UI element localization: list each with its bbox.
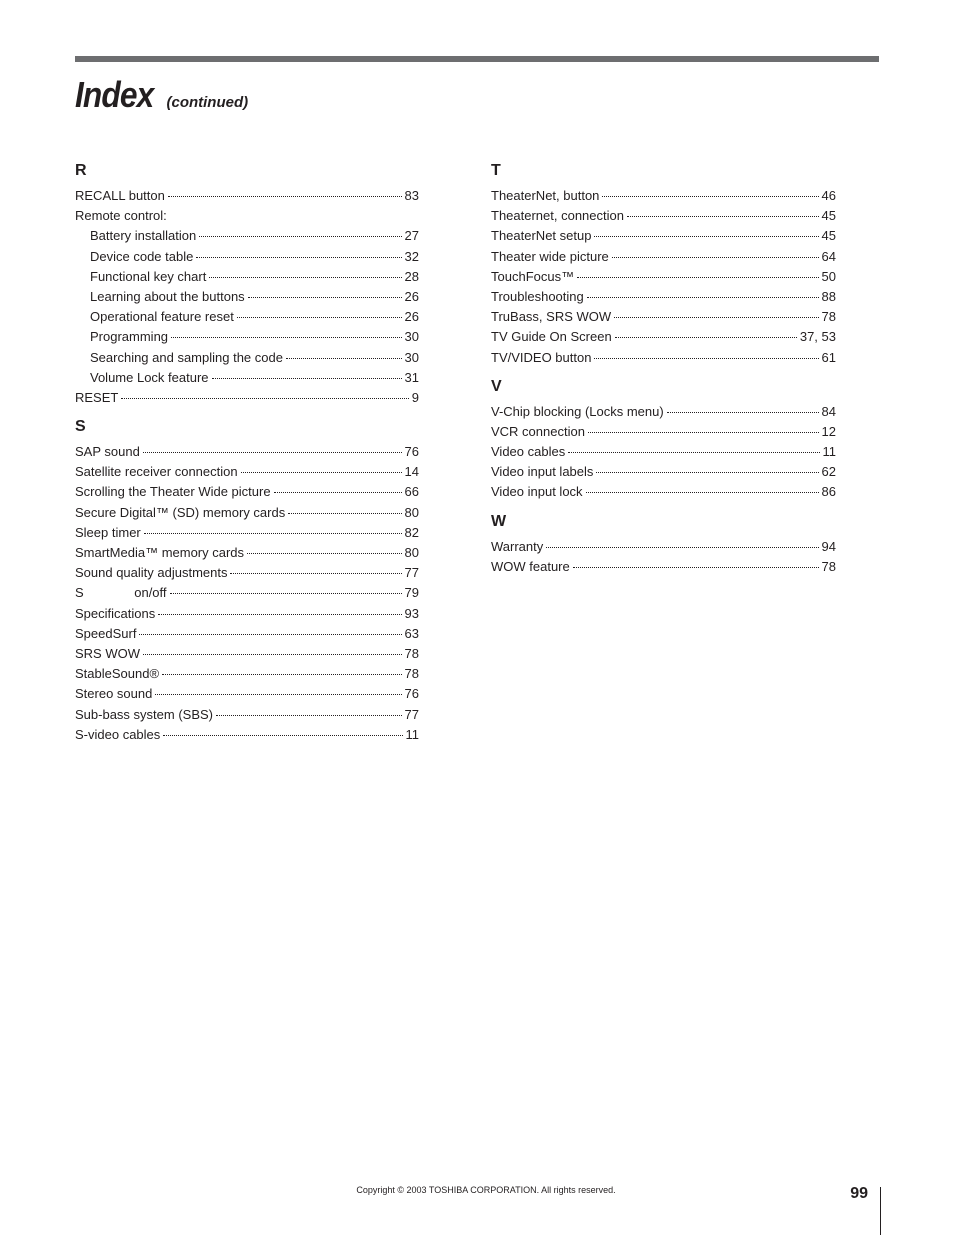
index-entry <box>75 482 419 502</box>
index-entry <box>491 557 836 577</box>
dot-leader <box>594 236 818 237</box>
dot-leader <box>577 277 818 278</box>
copyright-notice: Copyright © 2003 TOSHIBA CORPORATION. All rights reserved. <box>356 1185 616 1195</box>
entry-page: 45 <box>821 208 836 224</box>
entry-label: Theaternet, connection <box>491 208 624 224</box>
dot-leader <box>588 432 819 433</box>
index-entry <box>75 206 419 226</box>
index-entry <box>75 327 419 347</box>
entry-label: Functional key chart <box>90 268 207 284</box>
entry-label: Video cables <box>491 444 566 460</box>
entry-label: VCR connection <box>491 423 585 439</box>
dot-leader <box>155 694 401 695</box>
entry-label: StableSound® <box>75 666 160 682</box>
index-entry <box>75 247 419 267</box>
index-entry <box>75 186 419 206</box>
entry-label: TV Guide On Screen <box>491 329 612 345</box>
index-entry <box>491 327 836 347</box>
dot-leader <box>196 257 401 258</box>
index-entry <box>75 307 419 327</box>
entry-page: 84 <box>821 403 836 419</box>
entry-page: 11 <box>405 726 419 742</box>
dot-leader <box>602 196 818 197</box>
index-entry <box>75 563 419 583</box>
index-entry <box>75 368 419 388</box>
entry-label: Warranty <box>491 538 544 554</box>
index-entry <box>491 462 836 482</box>
dot-leader <box>286 358 402 359</box>
dot-leader <box>594 358 818 359</box>
entry-page: 26 <box>404 309 419 325</box>
dot-leader <box>230 573 401 574</box>
entry-page: 78 <box>404 666 419 682</box>
entry-label: Learning about the buttons <box>90 288 245 304</box>
index-entry <box>75 388 419 408</box>
entry-page: 88 <box>821 288 836 304</box>
entry-page: 66 <box>404 484 419 500</box>
entry-label: Volume Lock feature <box>90 369 209 385</box>
entry-label: SRS WOW <box>75 645 140 661</box>
section-gap <box>491 503 836 511</box>
entry-label: Sleep timer <box>75 524 141 540</box>
entry-label: Scrolling the Theater Wide picture <box>75 484 271 500</box>
dot-leader <box>171 337 402 338</box>
index-entry <box>75 523 419 543</box>
entry-page: 31 <box>404 369 419 385</box>
entry-page: 11 <box>822 444 836 460</box>
entry-page: 82 <box>404 524 419 540</box>
index-entry <box>491 402 836 422</box>
entry-page: 86 <box>821 484 836 500</box>
index-entry <box>75 725 419 745</box>
entry-page: 30 <box>404 349 419 365</box>
index-entry <box>491 482 836 502</box>
dot-leader <box>274 492 402 493</box>
entry-page: 61 <box>821 349 836 365</box>
index-entry <box>75 543 419 563</box>
index-entry <box>491 226 836 246</box>
dot-leader <box>573 567 819 568</box>
entry-page: 37, 53 <box>799 329 836 345</box>
entry-label: Operational feature reset <box>90 309 234 325</box>
dot-leader <box>288 513 401 514</box>
index-entry <box>75 226 419 246</box>
entry-page: 28 <box>404 268 419 284</box>
dot-leader <box>546 547 818 548</box>
entry-page: 76 <box>404 686 419 702</box>
dot-leader <box>247 553 401 554</box>
entry-label: Specifications <box>75 605 156 621</box>
section-letter: W <box>491 512 507 530</box>
dot-leader <box>614 317 818 318</box>
entry-page: 76 <box>404 444 419 460</box>
entry-label: S-video cables <box>75 726 161 742</box>
dot-leader <box>586 492 819 493</box>
index-entry <box>75 705 419 725</box>
section-letter: T <box>491 162 501 179</box>
section-letter: S <box>75 418 86 436</box>
entry-label: Device code table <box>90 248 194 264</box>
index-entry <box>75 348 419 368</box>
index-entry <box>491 206 836 226</box>
entry-page: 64 <box>821 248 836 264</box>
dot-leader <box>587 297 819 298</box>
entry-label: Troubleshooting <box>491 288 584 304</box>
dot-leader <box>143 452 402 453</box>
dot-leader <box>615 337 797 338</box>
entry-page: 45 <box>821 228 836 244</box>
dot-leader <box>216 715 402 716</box>
index-entry <box>75 624 419 644</box>
entry-label: Sub-bass system (SBS) <box>75 706 213 722</box>
entry-page: 30 <box>404 329 419 345</box>
index-entry <box>75 684 419 704</box>
dot-leader <box>143 654 402 655</box>
index-entry <box>75 442 419 462</box>
entry-page: 78 <box>404 645 419 661</box>
index-entry <box>491 267 836 287</box>
entry-label: Stereo sound <box>75 686 153 702</box>
entry-page: 80 <box>404 545 419 560</box>
entry-page: 83 <box>404 188 419 203</box>
entry-page: 32 <box>404 248 419 264</box>
entry-label: RESET <box>75 389 119 405</box>
index-entry <box>75 604 419 624</box>
entry-page: 12 <box>821 423 836 439</box>
section-letter: V <box>491 377 502 395</box>
index-entry <box>75 644 419 664</box>
index-entry <box>491 442 836 462</box>
dot-leader <box>144 533 402 534</box>
dot-leader <box>248 297 402 298</box>
entry-page: 62 <box>821 464 836 480</box>
index-entry <box>75 287 419 307</box>
dot-leader <box>237 317 402 318</box>
entry-page: 46 <box>821 188 836 203</box>
entry-label: V-Chip blocking (Locks menu) <box>491 403 664 419</box>
title-continued: (continued) <box>166 94 249 111</box>
index-entry <box>491 247 836 267</box>
entry-page: 9 <box>411 389 419 405</box>
entry-page: 93 <box>404 605 419 621</box>
entry-label: Programming <box>90 329 169 345</box>
entry-page: 94 <box>821 538 836 554</box>
dot-leader <box>209 277 401 278</box>
section-gap <box>491 368 836 376</box>
page-number-rule <box>880 1187 881 1235</box>
entry-label: TheaterNet setup <box>491 228 592 244</box>
dot-leader <box>212 378 402 379</box>
entry-label: Remote control: <box>75 208 167 224</box>
entry-label: SAP sound <box>75 444 140 460</box>
index-entry <box>75 267 419 287</box>
page-title <box>75 74 248 116</box>
entry-page: 77 <box>404 706 419 722</box>
entry-page: 50 <box>821 268 836 284</box>
index-entry <box>75 462 419 482</box>
entry-page: 78 <box>821 309 836 325</box>
dot-leader <box>596 472 818 473</box>
index-entry <box>491 307 836 327</box>
dot-leader <box>199 236 401 237</box>
dot-leader <box>139 634 401 635</box>
index-entry <box>75 503 419 523</box>
dot-leader <box>163 735 402 736</box>
dot-leader <box>568 452 819 453</box>
entry-label: S on/off <box>75 585 167 601</box>
entry-label: SpeedSurf <box>75 625 137 641</box>
dot-leader <box>612 257 819 258</box>
title-text: Index <box>75 74 154 115</box>
index-entry <box>491 422 836 442</box>
entry-label: WOW feature <box>491 558 570 574</box>
entry-page: 77 <box>404 565 419 581</box>
index-entry <box>75 583 419 603</box>
index-entry <box>491 348 836 368</box>
page-number: 99 <box>850 1185 868 1202</box>
index-column-left <box>75 160 419 745</box>
entry-page: 78 <box>821 558 836 574</box>
entry-label: Searching and sampling the code <box>90 349 283 365</box>
entry-label: Battery installation <box>90 228 197 244</box>
entry-label: Secure Digital™ (SD) memory cards <box>75 504 286 520</box>
dot-leader <box>162 674 402 675</box>
dot-leader <box>627 216 819 217</box>
dot-leader <box>168 196 402 197</box>
dot-leader <box>170 593 402 594</box>
entry-label: TouchFocus™ <box>491 268 575 284</box>
header-rule <box>75 56 879 62</box>
section-letter: R <box>75 162 87 179</box>
entry-label: Satellite receiver connection <box>75 464 238 480</box>
index-column-right <box>491 160 836 577</box>
dot-leader <box>121 398 408 399</box>
dot-leader <box>158 614 401 615</box>
entry-page: 79 <box>404 585 419 601</box>
entry-page: 80 <box>404 504 419 520</box>
index-entry <box>75 664 419 684</box>
entry-label: Video input lock <box>491 484 583 500</box>
dot-leader <box>241 472 402 473</box>
entry-label: TruBass, SRS WOW <box>491 309 612 325</box>
entry-page: 14 <box>404 464 419 480</box>
entry-label: RECALL button <box>75 188 165 203</box>
entry-page: 63 <box>404 625 419 641</box>
entry-label: TV/VIDEO button <box>491 349 592 365</box>
dot-leader <box>667 412 819 413</box>
section-gap <box>75 408 419 416</box>
index-entry <box>491 186 836 206</box>
entry-label: Theater wide picture <box>491 248 609 264</box>
index-entry <box>491 537 836 557</box>
entry-page: 27 <box>404 228 419 244</box>
index-entry <box>491 287 836 307</box>
entry-label: Sound quality adjustments <box>75 565 228 581</box>
entry-page: 26 <box>404 288 419 304</box>
entry-label: TheaterNet, button <box>491 188 600 203</box>
entry-label: Video input labels <box>491 464 594 480</box>
entry-label: SmartMedia™ memory cards <box>75 545 245 560</box>
